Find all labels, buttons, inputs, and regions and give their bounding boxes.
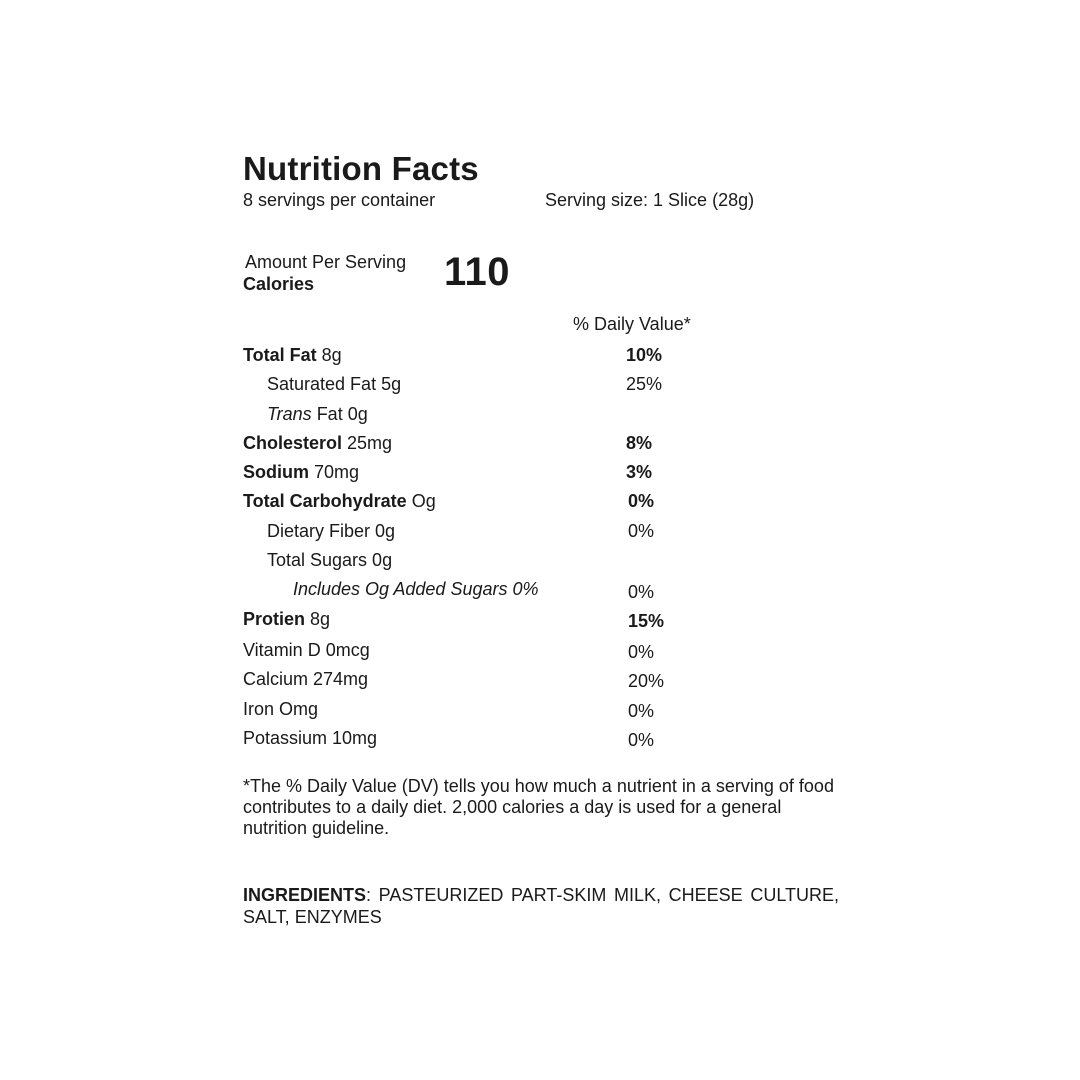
daily-value-header: % Daily Value* — [573, 314, 691, 334]
nutrient-dv: 8% — [626, 433, 653, 453]
serving-size: Serving size: 1 Slice (28g) — [545, 190, 755, 210]
nutrient-potassium — [243, 728, 377, 749]
nutrient-amount: 25mg — [342, 433, 393, 453]
nutrient-protein — [243, 609, 330, 630]
calories-label: Calories — [243, 274, 315, 294]
ingredients-label: INGREDIENTS — [243, 885, 367, 905]
nutrient-amount: 8g — [316, 345, 342, 365]
nutrient-name: Total Fat — [243, 345, 317, 365]
nutrient-dv: 0% — [628, 642, 655, 662]
nutrient-dv: 0% — [628, 701, 655, 721]
nutrient-name: Total Sugars 0g — [267, 550, 393, 570]
nutrient-dv: 3% — [626, 462, 653, 482]
nutrient-calcium — [243, 669, 368, 690]
nutrient-trans-fat — [267, 404, 368, 425]
nutrient-added-sugars — [293, 579, 539, 600]
nutrient-name: Dietary Fiber 0g — [267, 521, 396, 541]
nutrient-dv: 25% — [626, 374, 663, 394]
nutrient-vitamin-d — [243, 640, 370, 661]
amount-per-serving: Amount Per Serving — [245, 252, 407, 272]
nutrient-iron — [243, 699, 318, 720]
nutrient-name: Total Carbohydrate — [243, 491, 407, 511]
nutrient-amount: Og — [406, 491, 436, 511]
nutrient-total-sugars — [267, 550, 392, 571]
daily-value-footnote: *The % Daily Value (DV) tells you how much a nutrient in a serving of food contributes to a daily diet. 2,000 calories a day is used for a general nutrition guideline. — [243, 776, 834, 838]
nutrient-name: Sodium — [243, 462, 309, 482]
nutrient-total-fat — [243, 345, 342, 366]
nutrient-cholesterol — [243, 433, 392, 454]
nutrient-name-rest: Fat 0g — [311, 404, 368, 424]
nutrient-dv: 0% — [628, 491, 655, 511]
nutrient-name: Includes Og Added Sugars 0% — [293, 579, 539, 599]
calories-value: 110 — [444, 250, 511, 294]
ingredients-text: PASTEURIZED PART-SKIM MILK, CHEESE CULTURE, SALT, ENZYMES — [243, 885, 839, 927]
nutrient-dv: 10% — [626, 345, 663, 365]
nutrient-name: Calcium 274mg — [243, 669, 369, 689]
nutrient-name-italic: Trans — [267, 404, 312, 424]
nutrient-dv: 20% — [628, 671, 665, 691]
nutrient-sodium — [243, 462, 359, 483]
nutrient-dv: 0% — [628, 521, 655, 541]
nutrient-name: Cholesterol — [243, 433, 343, 453]
nutrient-name: Protien — [243, 609, 306, 629]
nutrient-name: Potassium 10mg — [243, 728, 378, 748]
nutrient-amount: 70mg — [309, 462, 360, 482]
nutrient-total-carbohydrate — [243, 491, 436, 512]
nutrient-dv: 15% — [628, 611, 665, 631]
ingredients — [243, 884, 839, 928]
nutrient-dietary-fiber — [267, 521, 395, 542]
nutrient-name: Saturated Fat 5g — [267, 374, 402, 394]
ingredients-separator: : — [366, 885, 372, 905]
nutrient-name: Iron Omg — [243, 699, 319, 719]
nutrient-amount: 8g — [305, 609, 331, 629]
nutrient-name: Vitamin D 0mcg — [243, 640, 370, 660]
servings-per-container: 8 servings per container — [243, 190, 436, 210]
label-title: Nutrition Facts — [243, 150, 479, 187]
nutrient-dv: 0% — [628, 730, 655, 750]
nutrient-dv: 0% — [628, 582, 655, 602]
nutrient-saturated-fat — [267, 374, 401, 395]
